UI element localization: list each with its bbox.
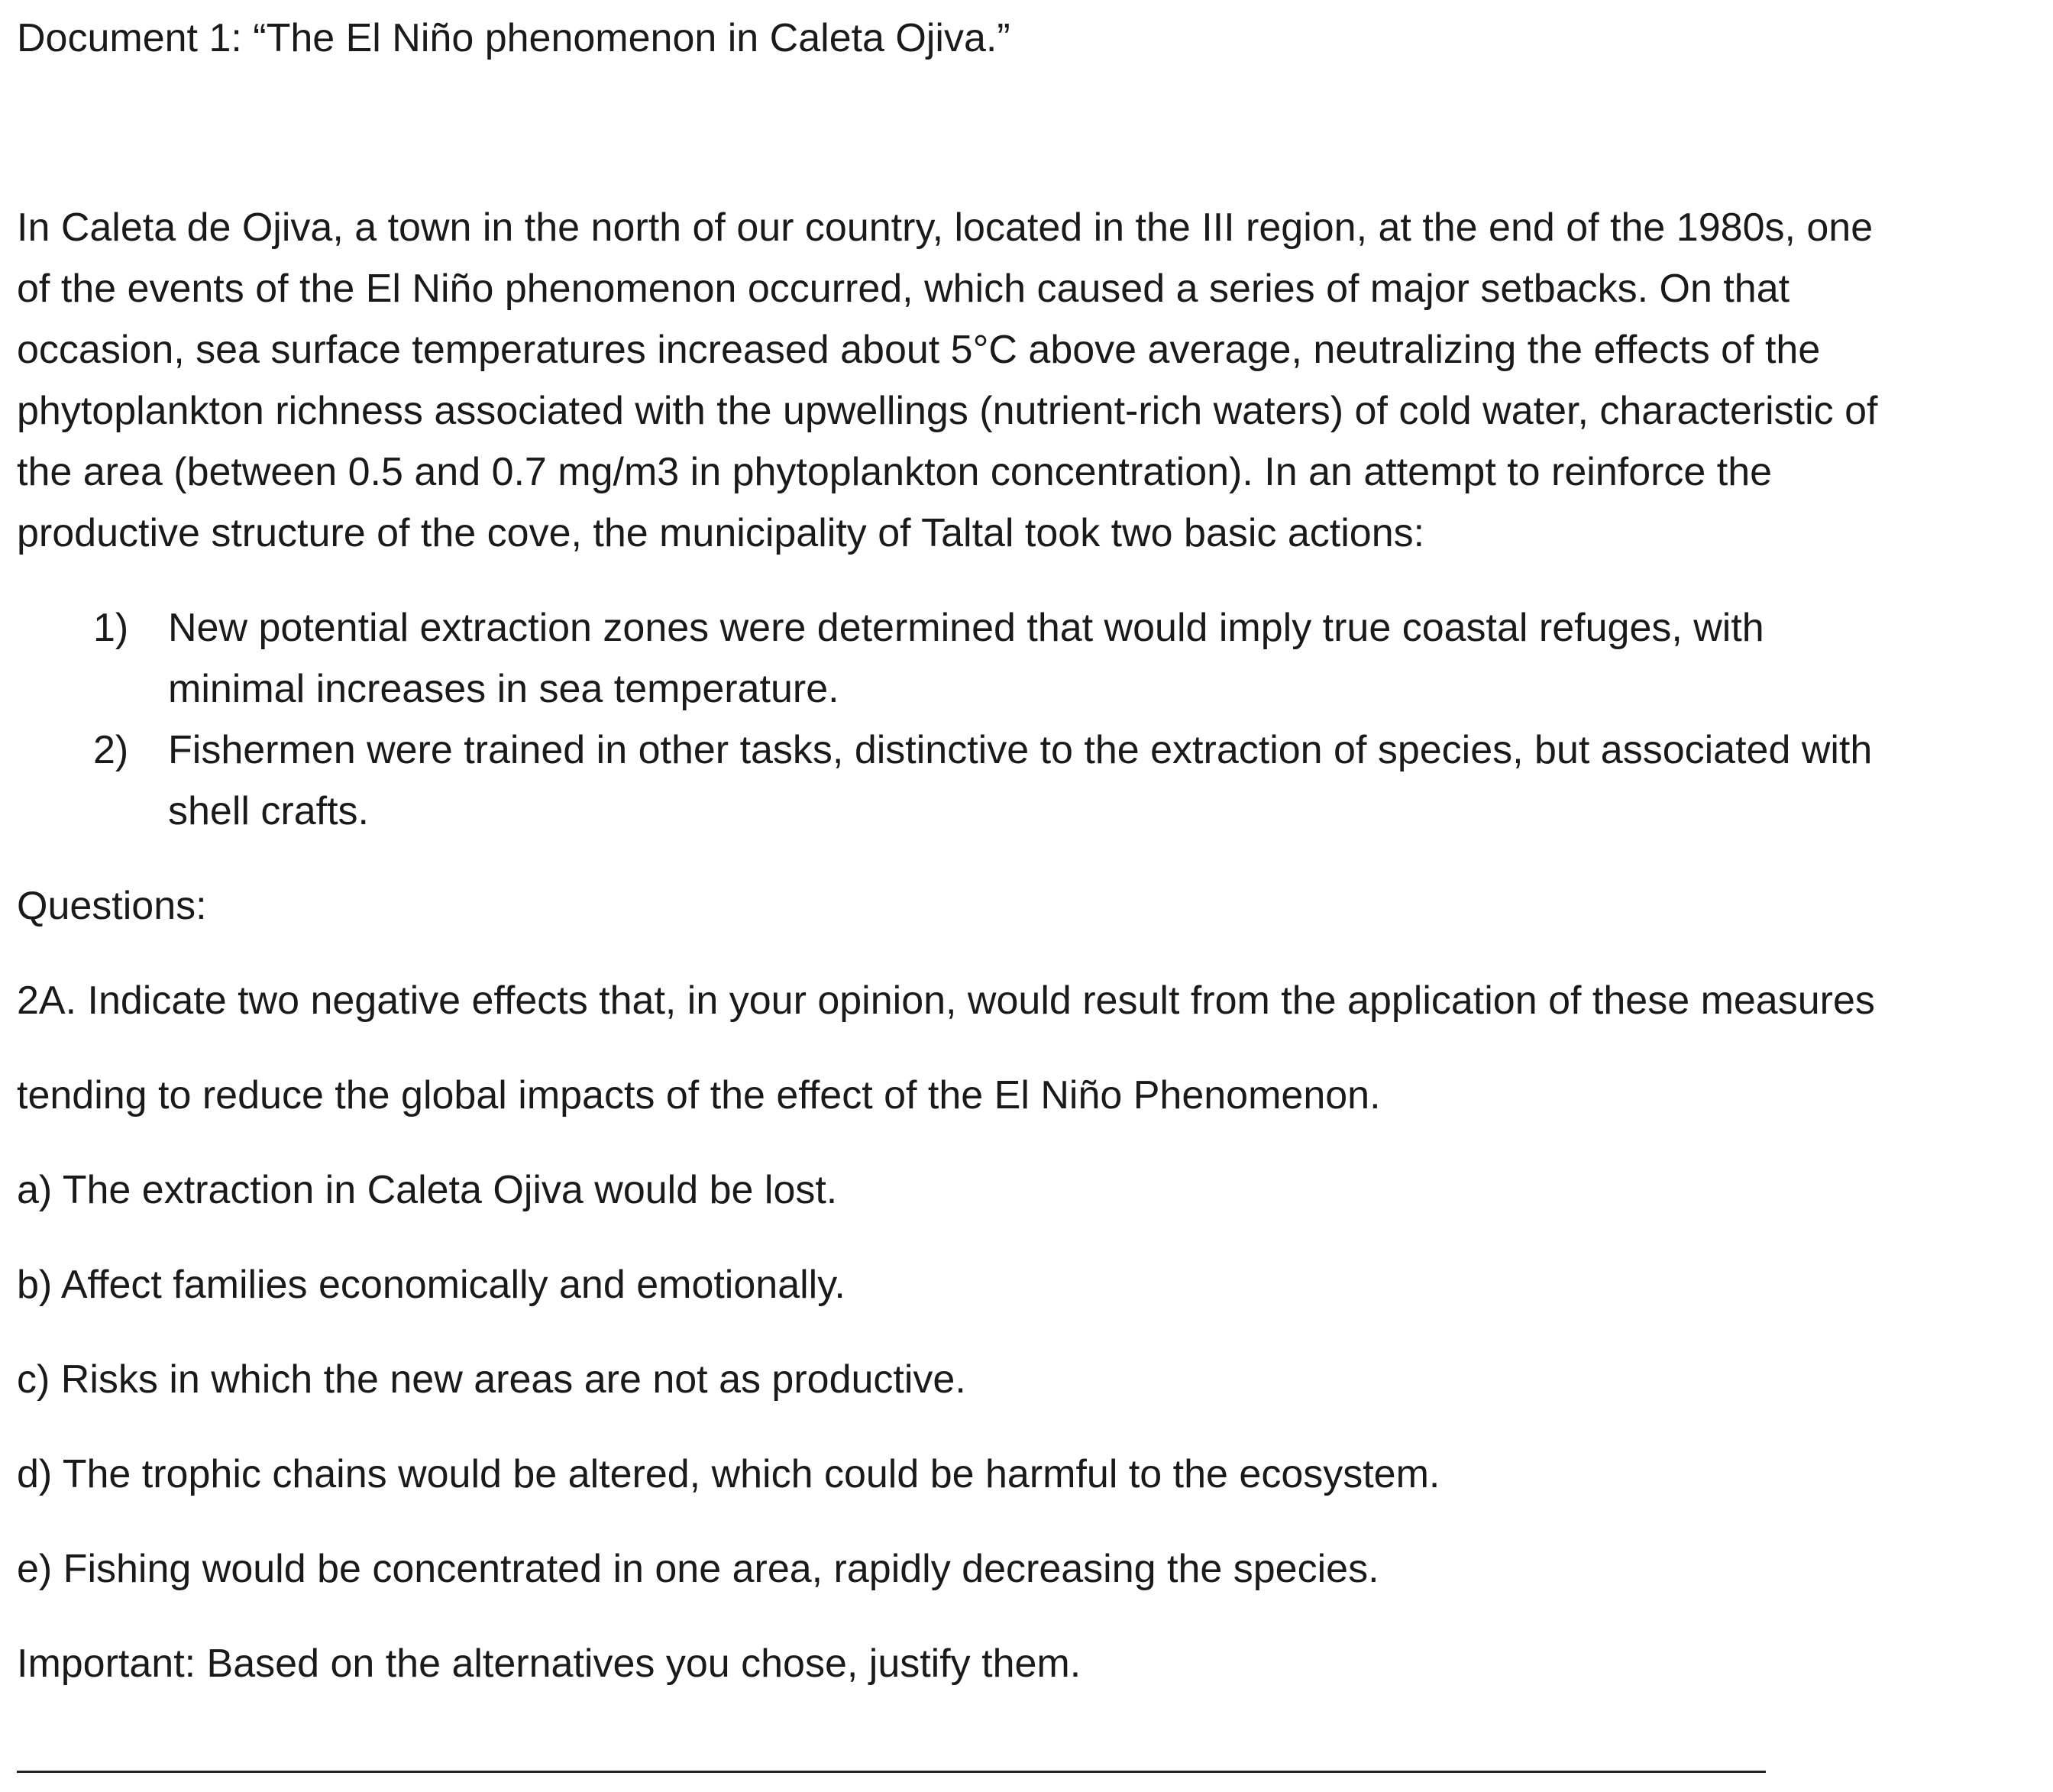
paragraph-line: In Caleta de Ojiva, a town in the north of our country, located in the III region, at the end of the 1980s, one [17,205,1874,250]
paragraph-line: phytoplankton richness associated with the upwellings (nutrient-rich waters) of cold water, characteristic of [17,389,1878,433]
option-e: e) Fishing would be concentrated in one area, rapidly decreasing the species. [17,1547,1379,1591]
paragraph-line: the area (between 0.5 and 0.7 mg/m3 in phytoplankton concentration). In an attempt to reinforce the [17,450,1773,494]
paragraph-line: of the events of the El Niño phenomenon occurred, which caused a series of major setbacks. On that [17,267,1790,311]
option-a: a) The extraction in Caleta Ojiva would be lost. [17,1168,838,1212]
action-line: minimal increases in sea temperature. [168,667,839,711]
option-c: c) Risks in which the new areas are not as productive. [17,1357,966,1402]
question-line: tending to reduce the global impacts of the effect of the El Niño Phenomenon. [17,1073,1381,1118]
action-number: 2) [93,728,129,772]
action-number: 1) [93,606,129,650]
action-line: shell crafts. [168,789,369,833]
action-line: Fishermen were trained in other tasks, distinctive to the extraction of species, but associated with [168,728,1873,772]
option-d: d) The trophic chains would be altered, which could be harmful to the ecosystem. [17,1452,1440,1496]
answer-line [17,1771,1766,1773]
paragraph-line: occasion, sea surface temperatures increased about 5°C above average, neutralizing the effects of the [17,328,1821,372]
option-b: b) Affect families economically and emotionally. [17,1263,845,1307]
document-title: Document 1: “The El Niño phenomenon in Caleta Ojiva.” [17,16,1010,60]
important-note: Important: Based on the alternatives you chose, justify them. [17,1642,1081,1686]
paragraph-line: productive structure of the cove, the municipality of Taltal took two basic actions: [17,511,1425,555]
questions-heading: Questions: [17,884,207,928]
document-page [17,0,2041,1792]
action-line: New potential extraction zones were determined that would imply true coastal refuges, with [168,606,1764,650]
question-line: 2A. Indicate two negative effects that, in your opinion, would result from the application of these measures [17,978,1875,1023]
